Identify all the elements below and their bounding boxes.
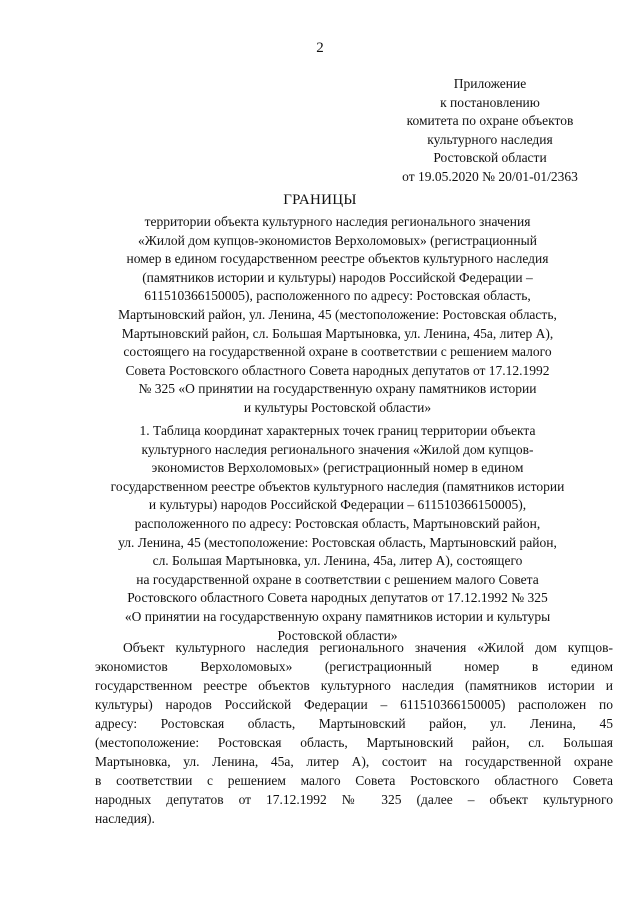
body-line: государственном реестре объектов культурного наследия (памятников истории и	[95, 678, 613, 693]
appendix-line: от 19.05.2020 № 20/01-01/2363	[402, 168, 578, 184]
body-paragraph	[95, 638, 613, 828]
document-subtitle	[60, 213, 615, 418]
body-line: культуры) народов Российской Федерации – 611510366150005) расположен по	[95, 697, 613, 712]
section-heading	[60, 422, 615, 645]
appendix-line: культурного наследия	[427, 131, 553, 147]
document-title: ГРАНИЦЫ	[283, 192, 357, 208]
section-line: экономистов Верхоломовых» (регистрационный номер в едином	[151, 460, 524, 476]
section-line: государственном реестре объектов культурного наследия (памятников истории	[110, 478, 565, 494]
appendix-header	[380, 75, 600, 187]
appendix-line: Ростовской области	[433, 150, 547, 166]
section-line: Ростовского областного Совета народных депутатов от 17.12.1992 № 325	[127, 590, 548, 606]
subtitle-line: № 325 «О принятии на государственную охрану памятников истории	[138, 381, 537, 397]
subtitle-line: Совета Ростовского областного Совета народных депутатов от 17.12.1992	[125, 362, 550, 378]
body-line: наследия).	[95, 811, 155, 826]
body-line: Объект культурного наследия регионального значения «Жилой дом купцов-	[123, 640, 613, 655]
body-line: адресу: Ростовская область, Мартыновский район, ул. Ленина, 45	[95, 716, 613, 731]
subtitle-line: (памятников истории и культуры) народов Российской Федерации –	[142, 269, 533, 285]
subtitle-line: территории объекта культурного наследия регионального значения	[144, 214, 531, 229]
appendix-line: Приложение	[453, 76, 527, 91]
section-line: ул. Ленина, 45 (местоположение: Ростовская область, Мартыновский район,	[118, 534, 557, 550]
section-line: сл. Большая Мартыновка, ул. Ленина, 45а, литер А), состоящего	[152, 553, 523, 569]
subtitle-line: Мартыновский район, ул. Ленина, 45 (местоположение: Ростовская область,	[118, 306, 557, 322]
body-line: экономистов Верхоломовых» (регистрационный номер в едином	[95, 659, 613, 674]
subtitle-line: и культуры Ростовской области»	[243, 399, 432, 415]
section-line: расположенного по адресу: Ростовская область, Мартыновский район,	[134, 515, 541, 531]
body-line: Мартыновка, ул. Ленина, 45а, литер А), состоит на государственной охране	[95, 754, 613, 769]
section-line: на государственной охране в соответствии с решением малого Совета	[136, 571, 539, 587]
section-line: и культуры) народов Российской Федерации – 611510366150005),	[148, 497, 527, 513]
body-line: в соответствии с решением малого Совета Ростовского областного Совета	[95, 773, 613, 788]
section-line: 1. Таблица координат характерных точек границ территории объекта	[139, 423, 536, 438]
subtitle-line: Мартыновский район, сл. Большая Мартыновка, ул. Ленина, 45а, литер А),	[121, 325, 554, 341]
section-line: Ростовской области»	[277, 627, 398, 643]
appendix-line: к постановлению	[440, 94, 540, 110]
page-number: 2	[316, 40, 324, 56]
appendix-line: комитета по охране объектов	[406, 113, 574, 129]
section-line: культурного наследия регионального значения «Жилой дом купцов-	[141, 441, 534, 457]
body-line: народных депутатов от 17.12.1992 № 325 (далее – объект культурного	[95, 792, 613, 807]
subtitle-line: номер в едином государственном реестре объектов культурного наследия	[126, 251, 549, 267]
subtitle-line: 611510366150005), расположенного по адресу: Ростовская область,	[144, 288, 531, 304]
subtitle-line: состоящего на государственной охране в соответствии с решением малого	[123, 344, 552, 360]
section-line: «О принятии на государственную охрану памятников истории и культуры	[124, 608, 551, 624]
subtitle-line: «Жилой дом купцов-экономистов Верхоломовых» (регистрационный	[138, 232, 537, 248]
body-line: (местоположение: Ростовская область, Мартыновский район, сл. Большая	[95, 735, 613, 750]
